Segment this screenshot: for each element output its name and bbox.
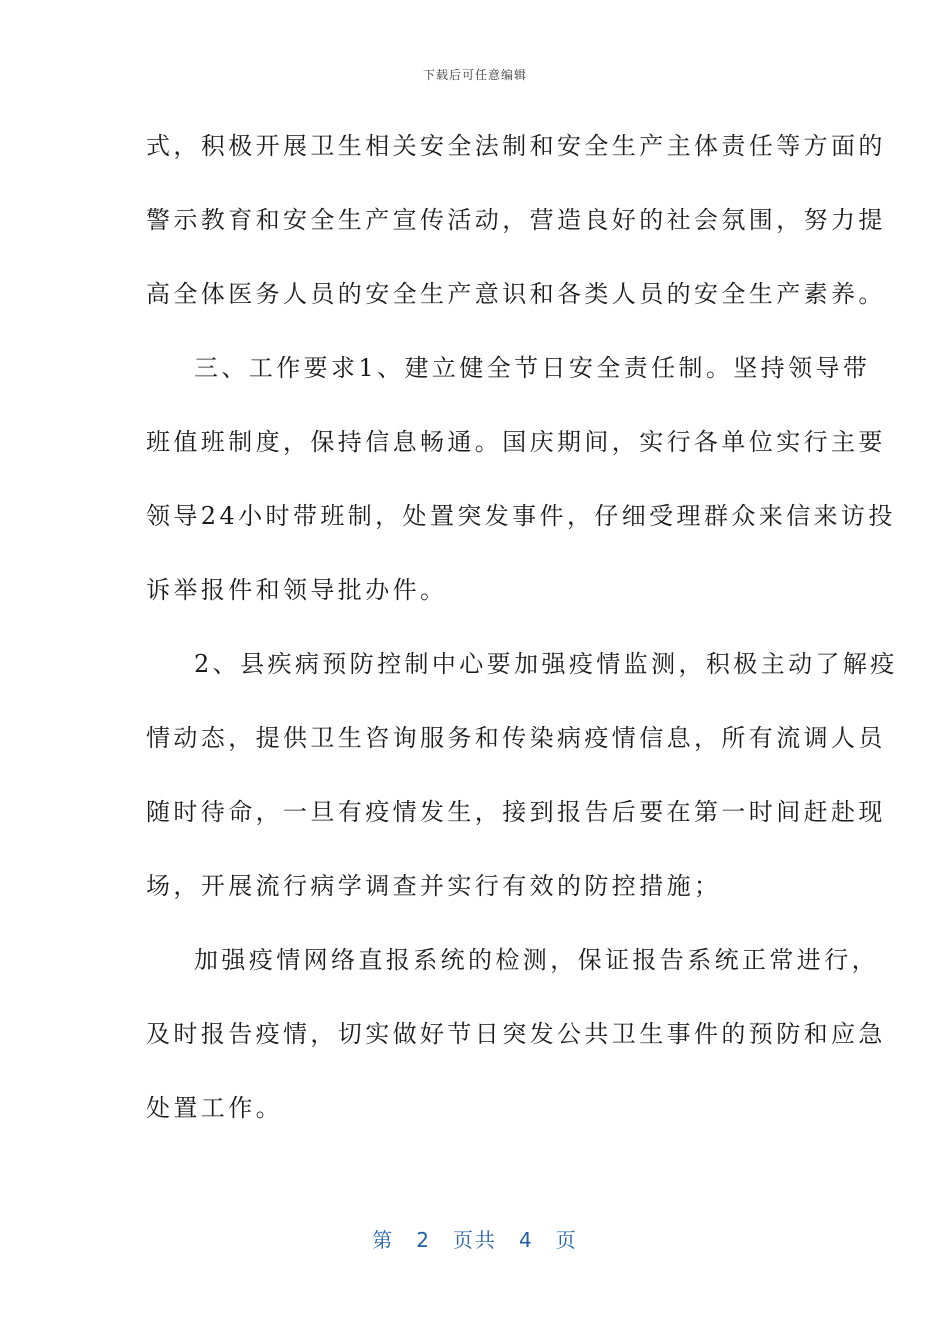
footer-middle: 页共 [453,1228,497,1252]
page-footer [0,1224,950,1253]
text-line: 式，积极开展卫生相关安全法制和安全生产主体责任等方面的 [146,132,886,160]
footer-suffix: 页 [555,1228,578,1252]
text-line: 加强疫情网络直报系统的检测，保证报告系统正常进行， [194,946,879,974]
text-line: 处置工作。 [146,1094,283,1122]
footer-prefix: 第 [372,1228,395,1252]
text-line: 情动态，提供卫生咨询服务和传染病疫情信息，所有流调人员 [146,724,886,752]
text-line: 班值班制度，保持信息畅通。国庆期间，实行各单位实行主要 [146,428,886,456]
text-line: 场，开展流行病学调查并实行有效的防控措施； [146,872,722,900]
text-line: 三、工作要求1、建立健全节日安全责任制。坚持领导带 [194,354,871,382]
header-note: 下载后可任意编辑 [422,68,527,82]
text-line: 领导24小时带班制，处置突发事件，仔细受理群众来信来访投 [146,502,896,530]
text-line: 2、县疾病预防控制中心要加强疫情监测，积极主动了解疫 [194,650,898,678]
document-body [146,121,898,1157]
text-line: 及时报告疫情，切实做好节日突发公共卫生事件的预防和应急 [146,1020,886,1048]
current-page-number: 2 [416,1228,431,1252]
text-line: 诉举报件和领导批办件。 [146,576,448,604]
total-pages-number: 4 [519,1228,534,1252]
text-line: 随时待命，一旦有疫情发生，接到报告后要在第一时间赶赴现 [146,798,886,826]
text-line: 高全体医务人员的安全生产意识和各类人员的安全生产素养。 [146,280,886,308]
text-line: 警示教育和安全生产宣传活动，营造良好的社会氛围，努力提 [146,206,886,234]
